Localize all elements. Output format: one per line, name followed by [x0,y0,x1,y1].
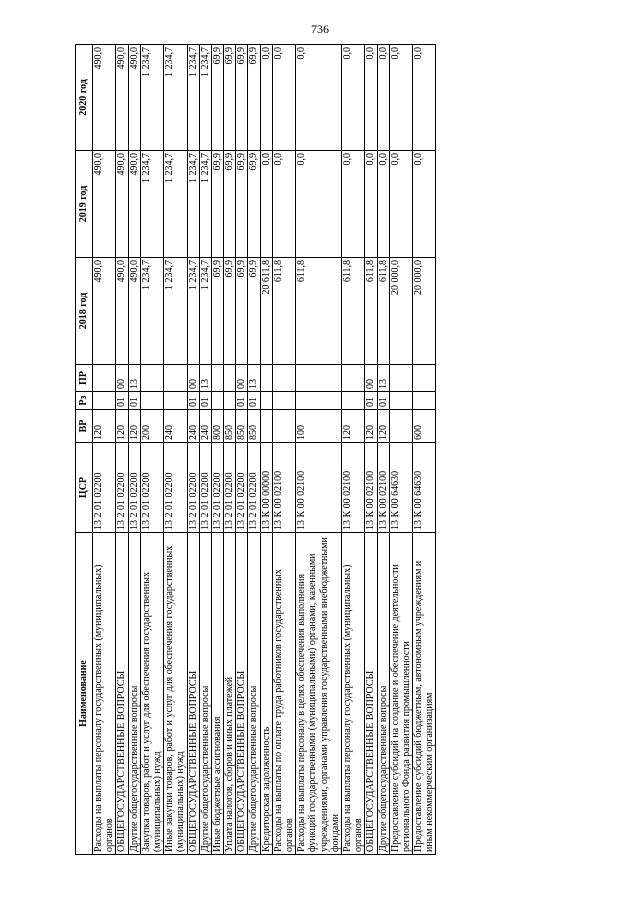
cell-rz [93,392,116,410]
cell-vr: 120 [365,410,377,443]
cell-name: Другие общегосударственные вопросы [377,533,389,855]
cell-name: Закупка товаров, работ и услуг для обеспечения государственных (муниципальных) нужд [140,533,163,855]
cell-2020: 490,0 [116,45,128,151]
table-row [413,45,436,855]
table-row [164,45,187,855]
cell-name: Иные закупки товаров, работ и услуг для обеспечения государственных (муниципальных) нужд [164,533,187,855]
cell-name: Другие общегосударственные вопросы [128,533,140,855]
cell-pr: 00 [187,365,199,392]
cell-2018: 611,8 [272,258,295,365]
cell-vr: 120 [341,410,364,443]
table-row [248,45,260,855]
table-row [140,45,163,855]
cell-csr: 13 2 01 02200 [93,443,116,533]
cell-pr [140,365,163,392]
cell-pr: 13 [248,365,260,392]
cell-2020: 0,0 [296,45,342,151]
column-header-2020: 2020 год [76,45,93,151]
cell-2019: 1 234,7 [187,151,199,258]
cell-2019: 0,0 [413,151,436,258]
cell-csr: 13 К 00 64630 [413,443,436,533]
cell-csr: 13 2 01 02200 [199,443,211,533]
cell-name: Расходы на выплаты персоналу в целях обеспечения выполнения функций государственными (муниципальными) органами, казенными учреждениями, органами управления государственными внебюджетными фондами [296,533,342,855]
cell-2018: 69,9 [236,258,248,365]
cell-pr [93,365,116,392]
cell-name: Расходы на выплаты персоналу государственных (муниципальных) органов [341,533,364,855]
column-header-vr: ВР [76,410,93,443]
cell-2018: 490,0 [93,258,116,365]
cell-pr: 13 [128,365,140,392]
table-row [260,45,272,855]
cell-name: ОБЩЕГОСУДАРСТВЕННЫЕ ВОПРОСЫ [365,533,377,855]
cell-2020: 69,9 [211,45,223,151]
cell-rz [211,392,223,410]
cell-name: Расходы на выплаты персоналу государственных (муниципальных) органов [93,533,116,855]
cell-2019: 69,9 [211,151,223,258]
table-row [389,45,412,855]
column-header-pr: ПР [76,365,93,392]
cell-2020: 0,0 [272,45,295,151]
cell-csr: 13 2 01 02200 [248,443,260,533]
cell-name: Другие общегосударственные вопросы [248,533,260,855]
cell-name: Другие общегосударственные вопросы [199,533,211,855]
cell-2019: 69,9 [224,151,236,258]
cell-rz [164,392,187,410]
cell-pr [413,365,436,392]
cell-2019: 69,9 [248,151,260,258]
cell-2019: 0,0 [365,151,377,258]
cell-csr: 13 2 01 02200 [140,443,163,533]
cell-2020: 0,0 [341,45,364,151]
cell-2019: 0,0 [389,151,412,258]
cell-2020: 0,0 [377,45,389,151]
cell-2019: 1 234,7 [164,151,187,258]
cell-vr: 600 [413,410,436,443]
cell-2018: 611,8 [296,258,342,365]
cell-vr: 240 [164,410,187,443]
cell-vr: 850 [224,410,236,443]
cell-vr [389,410,412,443]
cell-pr [296,365,342,392]
column-header-2019: 2019 год [76,151,93,258]
cell-vr: 240 [199,410,211,443]
cell-2018: 1 234,7 [199,258,211,365]
cell-vr: 240 [187,410,199,443]
table-row [187,45,199,855]
cell-pr: 13 [377,365,389,392]
cell-rz [389,392,412,410]
cell-2020: 69,9 [224,45,236,151]
table-row [116,45,128,855]
cell-2020: 0,0 [365,45,377,151]
cell-vr: 100 [296,410,342,443]
cell-vr [260,410,272,443]
cell-2018: 20 000,0 [413,258,436,365]
table-body [93,45,436,855]
cell-vr: 850 [248,410,260,443]
table-row [128,45,140,855]
cell-2019: 1 234,7 [199,151,211,258]
cell-2020: 69,9 [248,45,260,151]
cell-2018: 611,8 [377,258,389,365]
cell-pr: 13 [199,365,211,392]
cell-pr [260,365,272,392]
cell-2018: 20 611,8 [260,258,272,365]
cell-2018: 69,9 [224,258,236,365]
cell-pr [272,365,295,392]
cell-pr [211,365,223,392]
cell-rz [224,392,236,410]
cell-2019: 0,0 [296,151,342,258]
cell-vr [272,410,295,443]
cell-2019: 0,0 [260,151,272,258]
cell-pr [224,365,236,392]
column-header-rz: Рз [76,392,93,410]
rotated-table-container [75,45,565,855]
cell-2019: 1 234,7 [140,151,163,258]
cell-csr: 13 2 01 02200 [116,443,128,533]
cell-2018: 490,0 [116,258,128,365]
table-row [296,45,342,855]
cell-2018: 611,8 [365,258,377,365]
table-row [199,45,211,855]
cell-name: Уплата налогов, сборов и иных платежей [224,533,236,855]
column-header-2018: 2018 год [76,258,93,365]
table-row [272,45,295,855]
cell-2019: 69,9 [236,151,248,258]
cell-name: Предоставление субсидий на создание и обеспечение деятельности регионального Фонда развития промышленности [389,533,412,855]
table-row [224,45,236,855]
budget-table [75,44,436,855]
cell-2020: 0,0 [413,45,436,151]
cell-rz [413,392,436,410]
cell-csr: 13 2 01 02200 [236,443,248,533]
page-number: 736 [311,22,329,36]
cell-rz: 01 [128,392,140,410]
cell-2018: 490,0 [128,258,140,365]
cell-rz [341,392,364,410]
cell-name: ОБЩЕГОСУДАРСТВЕННЫЕ ВОПРОСЫ [116,533,128,855]
cell-vr: 850 [236,410,248,443]
table-row [236,45,248,855]
cell-vr: 120 [116,410,128,443]
table-header-row [76,45,93,855]
table-row [211,45,223,855]
cell-2018: 69,9 [248,258,260,365]
table-row [341,45,364,855]
cell-name: ОБЩЕГОСУДАРСТВЕННЫЕ ВОПРОСЫ [187,533,199,855]
cell-csr: 13 К 00 02100 [341,443,364,533]
cell-2020: 69,9 [236,45,248,151]
cell-csr: 13 2 01 02200 [164,443,187,533]
cell-csr: 13 К 00 02100 [272,443,295,533]
cell-vr: 120 [128,410,140,443]
cell-vr: 200 [140,410,163,443]
cell-csr: 13 2 01 02200 [224,443,236,533]
cell-2019: 0,0 [341,151,364,258]
cell-2018: 1 234,7 [140,258,163,365]
cell-rz: 01 [116,392,128,410]
table-row [93,45,116,855]
cell-vr: 120 [377,410,389,443]
cell-2019: 490,0 [93,151,116,258]
cell-name: ОБЩЕГОСУДАРСТВЕННЫЕ ВОПРОСЫ [236,533,248,855]
cell-name: Предоставление субсидий бюджетным, автономным учреждениям и иным некоммерческим организациям [413,533,436,855]
cell-name: Расходы на выплаты по оплате труда работников государственных органов [272,533,295,855]
cell-pr [164,365,187,392]
cell-2020: 490,0 [128,45,140,151]
cell-2020: 1 234,7 [187,45,199,151]
cell-vr: 800 [211,410,223,443]
cell-2019: 490,0 [128,151,140,258]
cell-csr: 13 2 01 02200 [187,443,199,533]
cell-pr: 00 [116,365,128,392]
table-row [365,45,377,855]
cell-2019: 490,0 [116,151,128,258]
cell-2018: 611,8 [341,258,364,365]
cell-csr: 13 К 00 00000 [260,443,272,533]
cell-2018: 1 234,7 [187,258,199,365]
cell-2020: 1 234,7 [140,45,163,151]
cell-rz [296,392,342,410]
cell-2020: 1 234,7 [199,45,211,151]
cell-pr: 00 [236,365,248,392]
cell-2020: 490,0 [93,45,116,151]
table-row [377,45,389,855]
cell-2019: 0,0 [272,151,295,258]
cell-csr: 13 К 00 02100 [377,443,389,533]
cell-rz: 01 [187,392,199,410]
cell-pr [341,365,364,392]
cell-rz [260,392,272,410]
cell-rz: 01 [236,392,248,410]
cell-name: Кредиторская задолженность [260,533,272,855]
cell-2018: 69,9 [211,258,223,365]
column-header-csr: ЦСР [76,443,93,533]
cell-name: Иные бюджетные ассигнования [211,533,223,855]
cell-rz: 01 [365,392,377,410]
cell-rz: 01 [377,392,389,410]
cell-pr [389,365,412,392]
cell-rz [272,392,295,410]
cell-2019: 0,0 [377,151,389,258]
cell-2018: 1 234,7 [164,258,187,365]
cell-rz: 01 [199,392,211,410]
cell-rz: 01 [248,392,260,410]
cell-2020: 1 234,7 [164,45,187,151]
cell-csr: 13 К 00 02100 [296,443,342,533]
cell-2018: 20 000,0 [389,258,412,365]
cell-2020: 0,0 [389,45,412,151]
cell-pr: 00 [365,365,377,392]
cell-csr: 13 К 00 64630 [389,443,412,533]
column-header-name: Наименование [76,533,93,855]
cell-vr: 120 [93,410,116,443]
cell-csr: 13 2 01 02200 [211,443,223,533]
cell-rz [140,392,163,410]
cell-csr: 13 К 00 02100 [365,443,377,533]
cell-2020: 0,0 [260,45,272,151]
cell-csr: 13 2 01 02200 [128,443,140,533]
